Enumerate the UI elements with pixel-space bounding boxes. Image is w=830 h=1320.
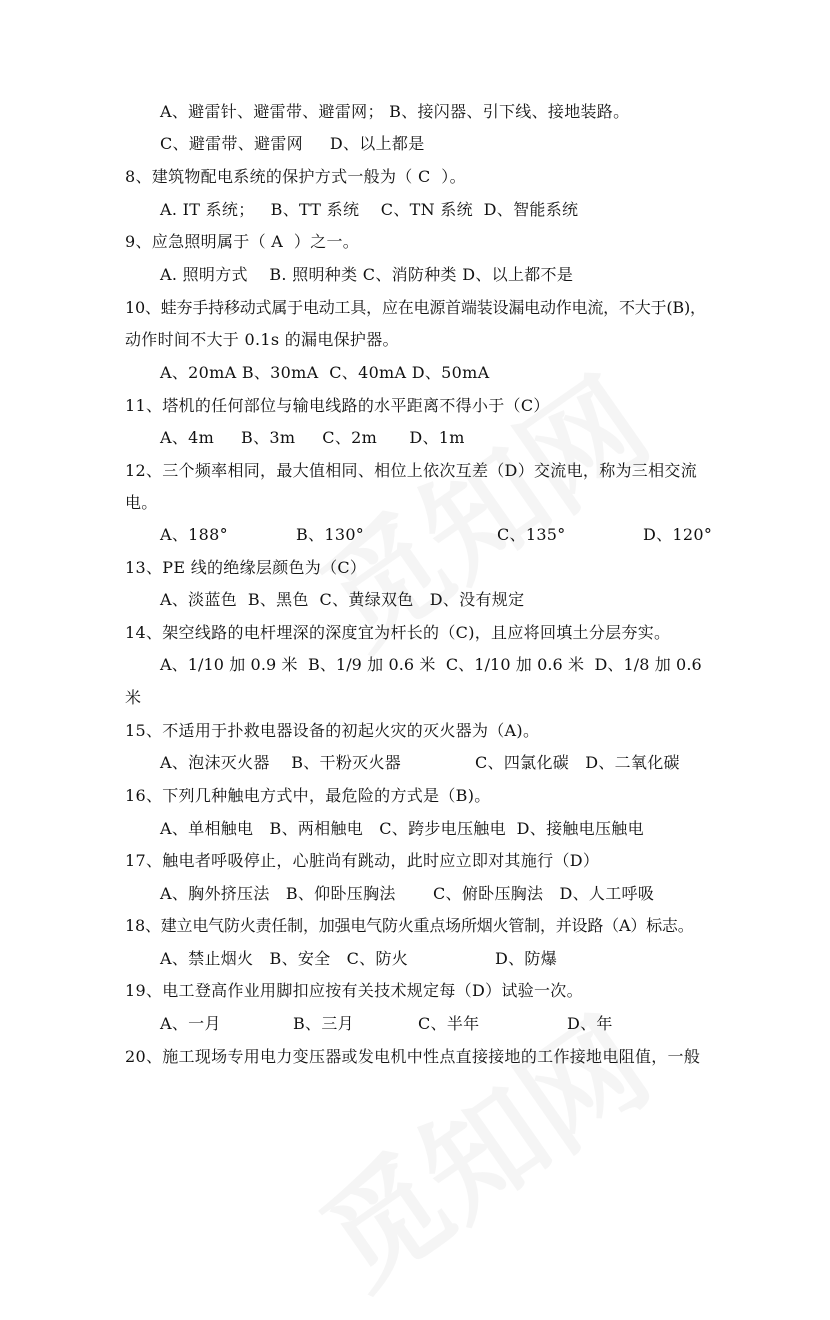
option-line: A. 照明方式 B. 照明种类 C、消防种类 D、以上都不是 <box>160 265 574 284</box>
option-ab: A、胸外挤压法 B、仰卧压胸法 <box>160 884 396 903</box>
option-b: B、130° <box>296 525 365 544</box>
option-d: D、防爆 <box>495 949 558 968</box>
question-15: 15、不适用于扑救电器设备的初起火灾的灭火器为（A)。 <box>125 721 540 740</box>
question-11: 11、塔机的任何部位与输电线路的水平距离不得小于（C） <box>125 396 550 415</box>
option-line: A、单相触电 B、两相触电 C、跨步电压触电 D、接触电压触电 <box>160 819 644 838</box>
question-8: 8、建筑物配电系统的保护方式一般为（ C ）。 <box>125 167 466 186</box>
question-10: 10、蛙夯手持移动式属于电动工具，应在电源首端装设漏电动作电流，不大于(B)， <box>125 298 706 317</box>
question-13: 13、PE 线的绝缘层颜色为（C） <box>125 558 367 577</box>
question-18: 18、建立电气防火责任制，加强电气防火重点场所烟火管制，并设路（A）标志。 <box>125 916 694 935</box>
option-d: D、年 <box>567 1014 613 1033</box>
option-line: A、避雷针、避雷带、避雷网； B、接闪器、引下线、接地装路。 <box>160 102 630 121</box>
question-20: 20、施工现场专用电力变压器或发电机中性点直接接地的工作接地电阻值，一般 <box>125 1047 701 1066</box>
option-ab: A、泡沫灭火器 B、干粉灭火器 <box>160 753 402 772</box>
option-c: C、半年 <box>418 1014 480 1033</box>
question-10-cont: 动作时间不大于 0.1s 的漏电保护器。 <box>125 330 399 349</box>
question-12: 12、三个频率相同，最大值相同、相位上依次互差（D）交流电，称为三相交流 <box>125 461 697 480</box>
question-17: 17、触电者呼吸停止，心脏尚有跳动，此时应立即对其施行（D） <box>125 851 600 870</box>
option-a: A、188° <box>160 525 228 544</box>
option-line: A. IT 系统； B、TT 系统 C、TN 系统 D、智能系统 <box>160 200 579 219</box>
question-14-cont: 米 <box>125 688 142 707</box>
option-line: A、20mA B、30mA C、40mA D、50mA <box>160 363 490 382</box>
option-b: B、三月 <box>293 1014 354 1033</box>
question-9: 9、应急照明属于（ A ）之一。 <box>125 232 360 251</box>
question-19: 19、电工登高作业用脚扣应按有关技术规定每（D）试验一次。 <box>125 981 583 1000</box>
option-a: A、一月 <box>160 1014 221 1033</box>
option-line: A、4m B、3m C、2m D、1m <box>160 428 465 447</box>
option-c: C、135° <box>497 525 566 544</box>
option-line: C、避雷带、避雷网 D、以上都是 <box>160 134 425 153</box>
question-16: 16、下列几种触电方式中，最危险的方式是（B)。 <box>125 786 491 805</box>
option-d: D、120° <box>643 525 713 544</box>
option-abc: A、禁止烟火 B、安全 C、防火 <box>160 949 409 968</box>
option-line: A、1/10 加 0.9 米 B、1/9 加 0.6 米 C、1/10 加 0.6 米 D、1/8 加 0.6 <box>160 655 702 674</box>
option-line: A、淡蓝色 B、黑色 C、黄绿双色 D、没有规定 <box>160 590 525 609</box>
question-12-cont: 电。 <box>125 493 158 512</box>
option-cd: C、俯卧压胸法 D、人工呼吸 <box>433 884 655 903</box>
question-14: 14、架空线路的电杆埋深的深度宜为杆长的（C)，且应将回填土分层夯实。 <box>125 623 671 642</box>
option-cd: C、四氯化碳 D、二氧化碳 <box>475 753 680 772</box>
